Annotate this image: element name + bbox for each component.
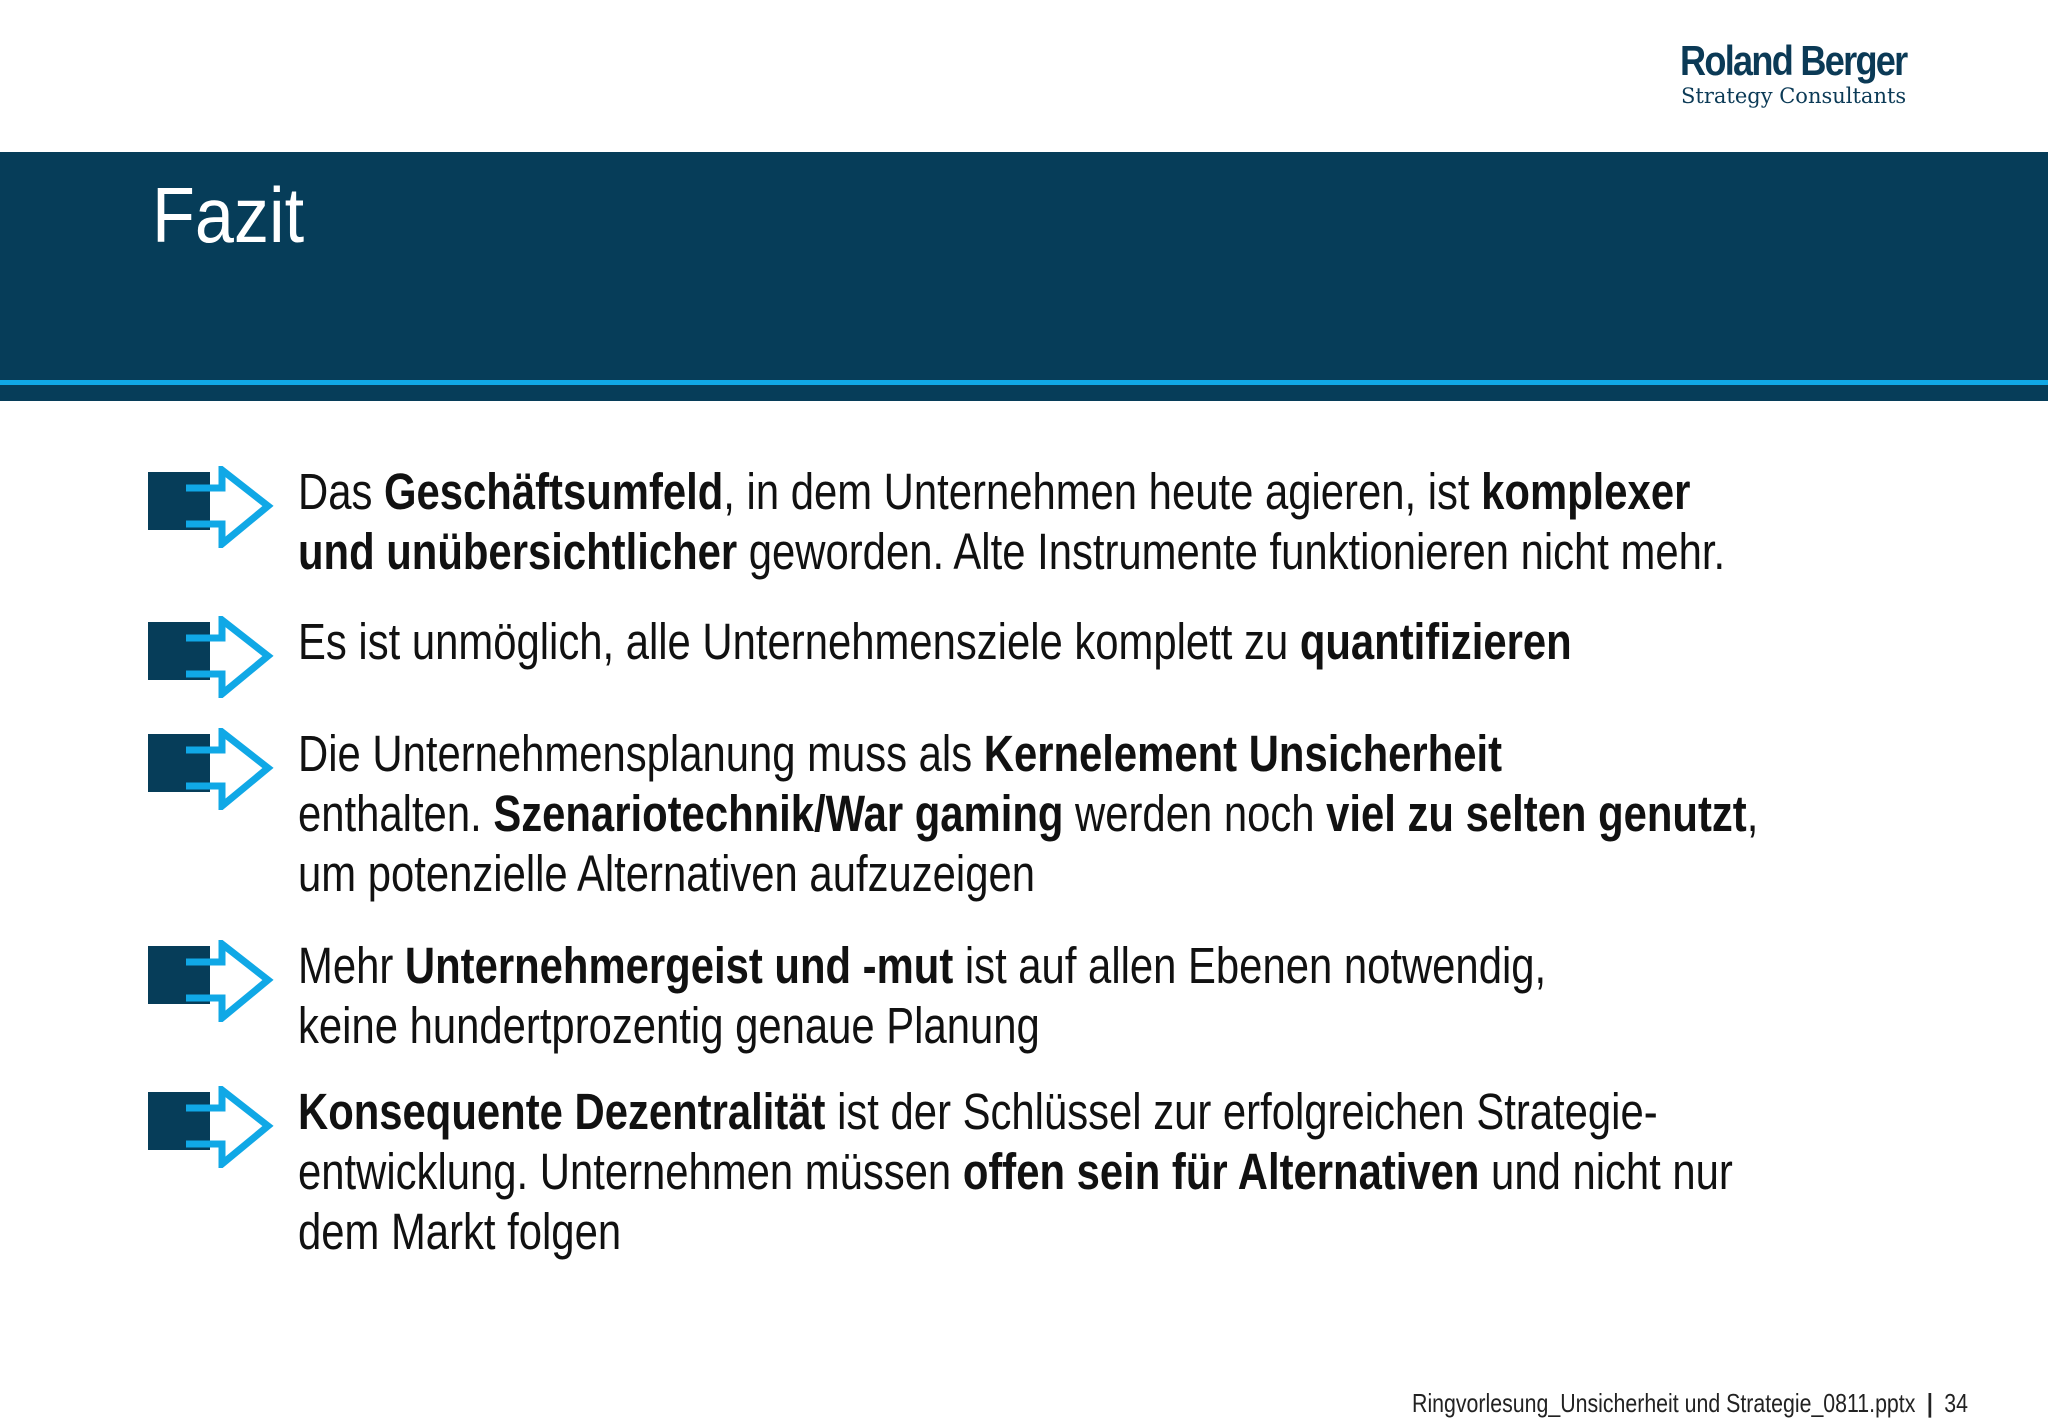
bullet-run: ist auf allen Ebenen notwendig,	[953, 937, 1547, 994]
bullet-run: werden noch	[1063, 785, 1327, 842]
arrow-bullet-icon	[148, 1086, 276, 1168]
arrow-bullet-icon	[148, 466, 276, 548]
bullet-run: , in dem Unternehmen heute agieren, ist	[723, 463, 1482, 520]
bullet-run: geworden. Alte Instrumente funktionieren nicht mehr.	[737, 523, 1726, 580]
bullet-list	[148, 462, 1998, 1262]
bullet-text	[298, 612, 1897, 672]
bullet-run: ,	[1746, 785, 1759, 842]
bullet-run: dem Markt folgen	[298, 1203, 622, 1260]
bullet-run: Mehr	[298, 937, 405, 994]
bullet-run: um potenzielle Alternativen aufzuzeigen	[298, 845, 1035, 902]
bullet-run: Das	[298, 463, 384, 520]
bullet-item	[148, 936, 1998, 1056]
bullet-item	[148, 612, 1998, 672]
slide-footer	[1412, 1388, 1968, 1419]
bullet-emphasis: Unternehmergeist und -mut	[404, 937, 954, 994]
bullet-item	[148, 1082, 1998, 1262]
bullet-text	[298, 724, 1897, 904]
bullet-run: entwicklung. Unternehmen müssen	[298, 1143, 963, 1200]
bullet-emphasis: Geschäftsumfeld	[383, 463, 724, 520]
logo-brand-name: Roland Berger	[1680, 37, 1907, 84]
bullet-run: Die Unternehmensplanung muss als	[298, 725, 984, 782]
bullet-emphasis: Szenariotechnik/War gaming	[493, 785, 1064, 842]
bullet-emphasis: Kernelement Unsicherheit	[983, 725, 1503, 782]
bullet-emphasis: offen sein für Alternativen	[962, 1143, 1480, 1200]
slide-title: Fazit	[152, 171, 305, 259]
arrow-bullet-icon	[148, 728, 276, 810]
arrow-bullet-icon	[148, 616, 276, 698]
arrow-bullet-icon	[148, 940, 276, 1022]
bullet-run: enthalten.	[298, 785, 494, 842]
bullet-emphasis: und unübersichtlicher	[298, 523, 738, 580]
bullet-emphasis: viel zu selten genutzt	[1326, 785, 1747, 842]
logo-tagline: Strategy Consultants	[1681, 84, 1907, 108]
bullet-run: keine hundertprozentig genaue Planung	[298, 997, 1040, 1054]
bullet-emphasis: Konsequente Dezentralität	[298, 1083, 826, 1140]
page-number: 34	[1944, 1388, 1968, 1418]
footer-filename: Ringvorlesung_Unsicherheit und Strategie_0811.pptx	[1412, 1388, 1916, 1418]
bullet-item	[148, 724, 1998, 904]
bullet-run: Es ist unmöglich, alle Unternehmensziele komplett zu	[298, 613, 1300, 670]
bullet-emphasis: komplexer	[1481, 463, 1691, 520]
roland-berger-logo	[1680, 38, 1920, 108]
bullet-run: und nicht nur	[1479, 1143, 1733, 1200]
bullet-item	[148, 462, 1998, 582]
footer-separator: |	[1926, 1388, 1933, 1418]
title-band	[0, 152, 2048, 380]
bullet-text	[298, 462, 1897, 582]
bullet-text	[298, 1082, 1897, 1262]
bullet-text	[298, 936, 1897, 1056]
bullet-run: ist der Schlüssel zur erfolgreichen Strategie-	[825, 1083, 1658, 1140]
band-underline	[0, 385, 2048, 401]
bullet-emphasis: quantifizieren	[1299, 613, 1572, 670]
